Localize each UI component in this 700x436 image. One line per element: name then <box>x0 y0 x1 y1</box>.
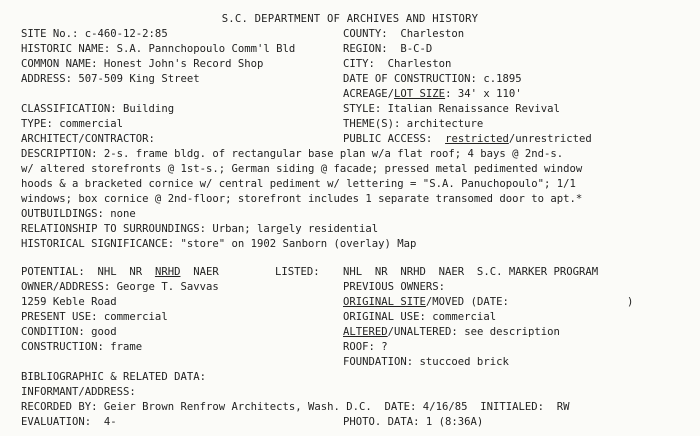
potential-nrhd: NRHD <box>154 266 181 278</box>
recorded-by: RECORDED BY: Geier Brown Renfrow Architects, Wash. D.C. DATE: 4/16/85 INITIALED: RW <box>21 401 570 413</box>
altered-unaltered <box>343 326 560 339</box>
original-use: ORIGINAL USE: commercial <box>343 311 497 323</box>
roof: ROOF: ? <box>343 341 388 353</box>
public-access <box>343 133 592 146</box>
description-line-4: windows; box cornice @ 2nd-floor; storefront includes 1 separate transomed door to apt.* <box>21 193 583 205</box>
date-of-construction: DATE OF CONSTRUCTION: c.1895 <box>343 73 522 85</box>
county: COUNTY: Charleston <box>343 28 465 40</box>
common-name: COMMON NAME: Honest John's Record Shop <box>21 58 264 70</box>
public-access-label: PUBLIC ACCESS: <box>343 133 446 145</box>
owner-address: OWNER/ADDRESS: George T. Savvas <box>21 281 219 293</box>
listed-label: LISTED: <box>275 266 320 278</box>
evaluation: EVALUATION: 4- <box>21 416 117 428</box>
description-line-3: hoods & a bracketed cornice w/ central pediment w/ lettering = "S.A. Panuchopoulo"; 1/1 <box>21 178 576 190</box>
bibliographic-data: BIBLIOGRAPHIC & RELATED DATA: <box>21 371 206 383</box>
public-access-restricted: restricted <box>445 133 509 145</box>
description-line-2: w/ altered storefronts @ 1st-s.; German siding @ facade; pressed metal pedimented window <box>21 163 583 175</box>
acreage-lot-size <box>343 88 522 101</box>
moved-date-close: ) <box>627 296 634 308</box>
original-site-moved <box>343 296 509 309</box>
region: REGION: B-C-D <box>343 43 433 55</box>
public-access-rest: /unrestricted <box>508 133 592 145</box>
outbuildings: OUTBUILDINGS: none <box>21 208 136 220</box>
acreage-label: ACREAGE/ <box>343 88 395 100</box>
relationship-to-surroundings: RELATIONSHIP TO SURROUNDINGS: Urban; largely residential <box>21 223 379 235</box>
city: CITY: Charleston <box>343 58 452 70</box>
address: ADDRESS: 507-509 King Street <box>21 73 200 85</box>
foundation: FOUNDATION: stuccoed brick <box>343 356 509 368</box>
moved-date: /MOVED (DATE: <box>425 296 509 308</box>
original-site: ORIGINAL SITE <box>343 296 426 308</box>
present-use: PRESENT USE: commercial <box>21 311 168 323</box>
informant-address: INFORMANT/ADDRESS: <box>21 386 136 398</box>
condition: CONDITION: good <box>21 326 117 338</box>
site-number: SITE No.: c-460-12-2:85 <box>21 28 168 40</box>
owner-street-address: 1259 Keble Road <box>21 296 117 308</box>
listed-values: NHL NR NRHD NAER S.C. MARKER PROGRAM <box>343 266 599 278</box>
architect-contractor: ARCHITECT/CONTRACTOR: <box>21 133 155 145</box>
potential <box>21 266 219 279</box>
construction: CONSTRUCTION: frame <box>21 341 143 353</box>
previous-owners: PREVIOUS OWNERS: <box>343 281 446 293</box>
unaltered: /UNALTERED: see description <box>387 326 560 338</box>
card-title: S.C. DEPARTMENT OF ARCHIVES AND HISTORY <box>221 13 479 25</box>
photo-data: PHOTO. DATA: 1 (8:36A) <box>343 416 484 428</box>
historic-name: HISTORIC NAME: S.A. Pannchopoulo Comm'l Bld <box>21 43 296 55</box>
potential-prefix: POTENTIAL: NHL NR <box>21 266 155 278</box>
style: STYLE: Italian Renaissance Revival <box>343 103 560 115</box>
lot-size-value: : 34' x 110' <box>445 88 522 100</box>
historical-significance: HISTORICAL SIGNIFICANCE: "store" on 1902 Sanborn (overlay) Map <box>21 238 417 250</box>
themes: THEME(S): architecture <box>343 118 484 130</box>
classification: CLASSIFICATION: Building <box>21 103 175 115</box>
description-line-1: DESCRIPTION: 2-s. frame bldg. of rectangular base plan w/a flat roof; 4 bays @ 2nd-s. <box>21 148 564 160</box>
potential-suffix: NAER <box>180 266 219 278</box>
lot-size-label: LOT SIZE <box>394 88 446 100</box>
type: TYPE: commercial <box>21 118 124 130</box>
altered: ALTERED <box>343 326 388 338</box>
